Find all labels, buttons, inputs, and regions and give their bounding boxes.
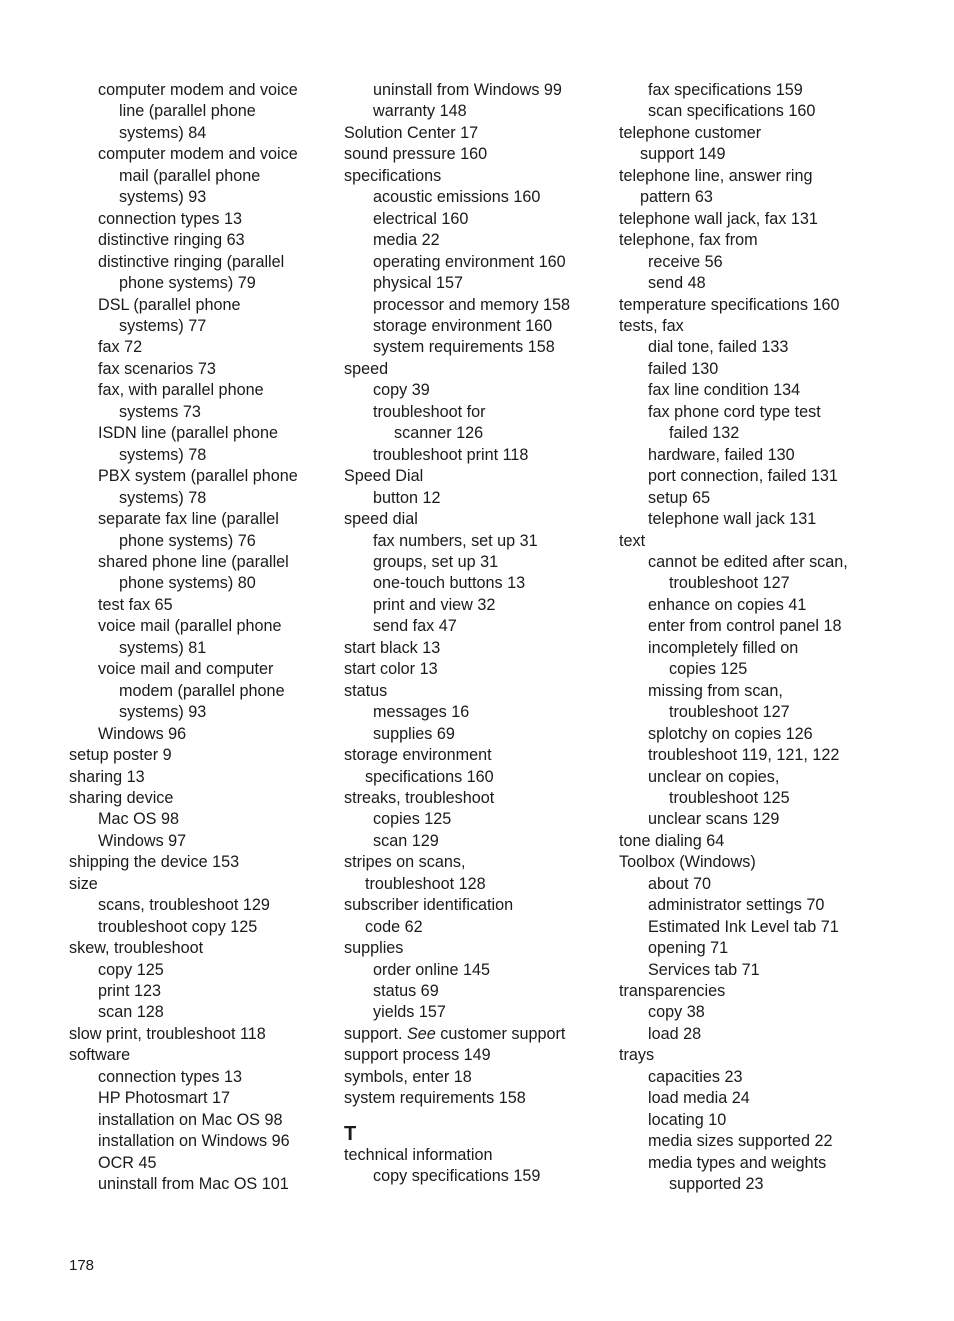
index-subentry: separate fax line (parallel (98, 510, 279, 529)
index-subentry: scan specifications 160 (648, 102, 816, 121)
index-entry: temperature specifications 160 (619, 295, 840, 314)
index-subentry: distinctive ringing 63 (98, 231, 245, 250)
index-subentry: print 123 (98, 982, 161, 1001)
index-subentry: unclear on copies, (648, 767, 780, 786)
index-entry: Solution Center 17 (344, 123, 479, 142)
index-subentry: physical 157 (373, 274, 463, 293)
index-subentry: status 69 (373, 982, 439, 1001)
index-subentry: support 149 (640, 145, 726, 164)
index-entry: software (69, 1046, 131, 1065)
index-subentry: scan 129 (373, 831, 439, 850)
index-subentry: systems) 81 (119, 638, 207, 657)
index-entry: start black 13 (344, 638, 441, 657)
index-subentry: acoustic emissions 160 (373, 188, 541, 207)
index-entry: status (344, 681, 388, 700)
index-column-3 (619, 80, 889, 1196)
index-subentry: copy 39 (373, 381, 430, 400)
index-entry: trays (619, 1046, 655, 1065)
index-subentry: receive 56 (648, 252, 723, 271)
index-subentry: installation on Windows 96 (98, 1132, 290, 1151)
index-subentry: load media 24 (648, 1089, 750, 1108)
index-subentry: line (parallel phone (119, 102, 256, 121)
index-subentry: scans, troubleshoot 129 (98, 896, 270, 915)
index-entry: sharing device (69, 788, 174, 807)
index-subentry: systems) 93 (119, 188, 207, 207)
index-subentry: troubleshoot 128 (365, 874, 486, 893)
index-entry: speed (344, 359, 389, 378)
index-subentry: OCR 45 (98, 1153, 157, 1172)
index-subentry: troubleshoot print 118 (373, 445, 529, 464)
index-entry: tests, fax (619, 316, 684, 335)
index-subentry: supported 23 (669, 1175, 764, 1194)
index-subentry: cannot be edited after scan, (648, 552, 848, 571)
index-subentry: load 28 (648, 1024, 702, 1043)
index-column-2 (344, 80, 604, 1188)
index-subentry: fax, with parallel phone (98, 381, 264, 400)
index-subentry: Services tab 71 (648, 960, 760, 979)
index-subentry: computer modem and voice (98, 145, 298, 164)
index-subentry: one-touch buttons 13 (373, 574, 526, 593)
index-subentry: troubleshoot for (373, 402, 486, 421)
index-entry: shipping the device 153 (69, 853, 240, 872)
index-subentry: troubleshoot 119, 121, 122 (648, 746, 840, 765)
index-subentry: messages 16 (373, 703, 470, 722)
index-subentry: shared phone line (parallel (98, 552, 289, 571)
index-subentry: incompletely filled on (648, 638, 799, 657)
index-subentry: fax specifications 159 (648, 81, 803, 99)
index-subentry: scanner 126 (394, 424, 484, 443)
index-subentry: HP Photosmart 17 (98, 1089, 230, 1108)
index-entry: Speed Dial (344, 467, 424, 486)
index-subentry: code 62 (365, 917, 423, 936)
index-subentry: dial tone, failed 133 (648, 338, 789, 357)
index-subentry: send fax 47 (373, 617, 457, 636)
index-subentry: administrator settings 70 (648, 896, 825, 915)
index-subentry: port connection, failed 131 (648, 467, 838, 486)
index-subentry: enter from control panel 18 (648, 617, 842, 636)
index-subentry: PBX system (parallel phone (98, 467, 298, 486)
index-column-1 (69, 80, 329, 1196)
index-entry: skew, troubleshoot (69, 939, 204, 958)
index-subentry: systems) 93 (119, 703, 207, 722)
index-entry: text (619, 531, 646, 550)
index-subentry: systems) 78 (119, 445, 207, 464)
index-subentry: media sizes supported 22 (648, 1132, 833, 1151)
index-subentry: voice mail (parallel phone (98, 617, 282, 636)
index-subentry: troubleshoot copy 125 (98, 917, 258, 936)
index-entry: telephone, fax from (619, 231, 758, 250)
index-subentry: uninstall from Mac OS 101 (98, 1175, 289, 1194)
index-subentry: installation on Mac OS 98 (98, 1110, 283, 1129)
index-subentry: telephone wall jack 131 (648, 510, 817, 529)
index-subentry: send 48 (648, 274, 706, 293)
index-entry: stripes on scans, (344, 853, 466, 872)
index-subentry: media types and weights (648, 1153, 827, 1172)
index-entry: speed dial (344, 510, 418, 529)
index-subentry: distinctive ringing (parallel (98, 252, 285, 271)
index-subentry: electrical 160 (373, 209, 469, 228)
index-subentry: copies 125 (669, 660, 748, 679)
index-subentry: troubleshoot 125 (669, 788, 790, 807)
index-entry: specifications (344, 166, 442, 185)
index-subentry: setup 65 (648, 488, 711, 507)
index-subentry: copies 125 (373, 810, 452, 829)
index-entry: system requirements 158 (344, 1089, 526, 1108)
index-entry: technical information (344, 1145, 493, 1164)
index-entry: subscriber identification (344, 896, 514, 915)
page-number: 178 (69, 1257, 95, 1274)
section-gap (344, 1110, 604, 1123)
index-subentry: storage environment 160 (373, 316, 553, 335)
index-subentry: phone systems) 76 (119, 531, 256, 550)
index-subentry: operating environment 160 (373, 252, 566, 271)
index-subentry: missing from scan, (648, 681, 783, 700)
index-entry: size (69, 874, 98, 893)
index-subentry: warranty 148 (373, 102, 467, 121)
index-entry: tone dialing 64 (619, 831, 725, 850)
index-subentry: systems 73 (119, 402, 201, 421)
index-subentry: DSL (parallel phone (98, 295, 241, 314)
index-entry: Toolbox (Windows) (619, 853, 756, 872)
index-subentry: media 22 (373, 231, 440, 250)
index-subentry: copy specifications 159 (373, 1167, 541, 1186)
index-entry: start color 13 (344, 660, 438, 679)
index-section-letter: T (344, 1122, 357, 1145)
index-subentry: failed 132 (669, 424, 740, 443)
index-subentry: connection types 13 (98, 209, 242, 228)
index-subentry: phone systems) 79 (119, 274, 256, 293)
index-subentry: processor and memory 158 (373, 295, 571, 314)
index-entry: streaks, troubleshoot (344, 788, 495, 807)
index-subentry: systems) 78 (119, 488, 207, 507)
index-subentry: voice mail and computer (98, 660, 274, 679)
index-subentry: connection types 13 (98, 1067, 242, 1086)
index-subentry: hardware, failed 130 (648, 445, 795, 464)
index-entry: symbols, enter 18 (344, 1067, 472, 1086)
index-entry: slow print, troubleshoot 118 (69, 1024, 266, 1043)
index-subentry: locating 10 (648, 1110, 727, 1129)
index-subentry: Windows 97 (98, 831, 187, 850)
index-subentry: systems) 84 (119, 123, 207, 142)
index-subentry: supplies 69 (373, 724, 455, 743)
index-subentry: troubleshoot 127 (669, 703, 790, 722)
index-subentry: button 12 (373, 488, 441, 507)
index-subentry: copy 125 (98, 960, 164, 979)
index-subentry: capacities 23 (648, 1067, 743, 1086)
index-subentry: fax phone cord type test (648, 402, 821, 421)
index-entry: support process 149 (344, 1046, 491, 1065)
index-entry: telephone wall jack, fax 131 (619, 209, 818, 228)
index-subentry: unclear scans 129 (648, 810, 780, 829)
index-subentry: opening 71 (648, 939, 729, 958)
index-subentry: order online 145 (373, 960, 490, 979)
index-entry: sharing 13 (69, 767, 145, 786)
index-entry: storage environment (344, 746, 492, 765)
index-entry: setup poster 9 (69, 746, 172, 765)
index-subentry: failed 130 (648, 359, 719, 378)
index-entry: telephone customer (619, 123, 762, 142)
index-subentry: Estimated Ink Level tab 71 (648, 917, 839, 936)
index-subentry: modem (parallel phone (119, 681, 285, 700)
index-subentry: fax scenarios 73 (98, 359, 216, 378)
index-subentry: troubleshoot 127 (669, 574, 790, 593)
index-subentry: fax numbers, set up 31 (373, 531, 538, 550)
index-subentry: test fax 65 (98, 595, 173, 614)
index-entry: sound pressure 160 (344, 145, 488, 164)
index-subentry: computer modem and voice (98, 81, 298, 99)
index-subentry: systems) 77 (119, 316, 207, 335)
index-subentry: about 70 (648, 874, 712, 893)
index-subentry: enhance on copies 41 (648, 595, 807, 614)
index-subentry: ISDN line (parallel phone (98, 424, 278, 443)
index-subentry: system requirements 158 (373, 338, 555, 357)
index-subentry: scan 128 (98, 1003, 164, 1022)
index-subentry: copy 38 (648, 1003, 705, 1022)
index-subentry: pattern 63 (640, 188, 713, 207)
index-subentry: groups, set up 31 (373, 552, 499, 571)
index-entry: supplies (344, 939, 404, 958)
index-subentry: fax line condition 134 (648, 381, 801, 400)
index-subentry: phone systems) 80 (119, 574, 256, 593)
index-subentry: splotchy on copies 126 (648, 724, 813, 743)
index-entry: support. See customer support (344, 1024, 566, 1043)
index-subentry: Mac OS 98 (98, 810, 179, 829)
index-entry: telephone line, answer ring (619, 166, 813, 185)
index-entry: transparencies (619, 982, 726, 1001)
index-subentry: specifications 160 (365, 767, 494, 786)
index-subentry: yields 157 (373, 1003, 446, 1022)
index-subentry: print and view 32 (373, 595, 496, 614)
index-subentry: Windows 96 (98, 724, 187, 743)
index-subentry: fax 72 (98, 338, 143, 357)
index-subentry: uninstall from Windows 99 (373, 81, 562, 99)
index-subentry: mail (parallel phone (119, 166, 261, 185)
